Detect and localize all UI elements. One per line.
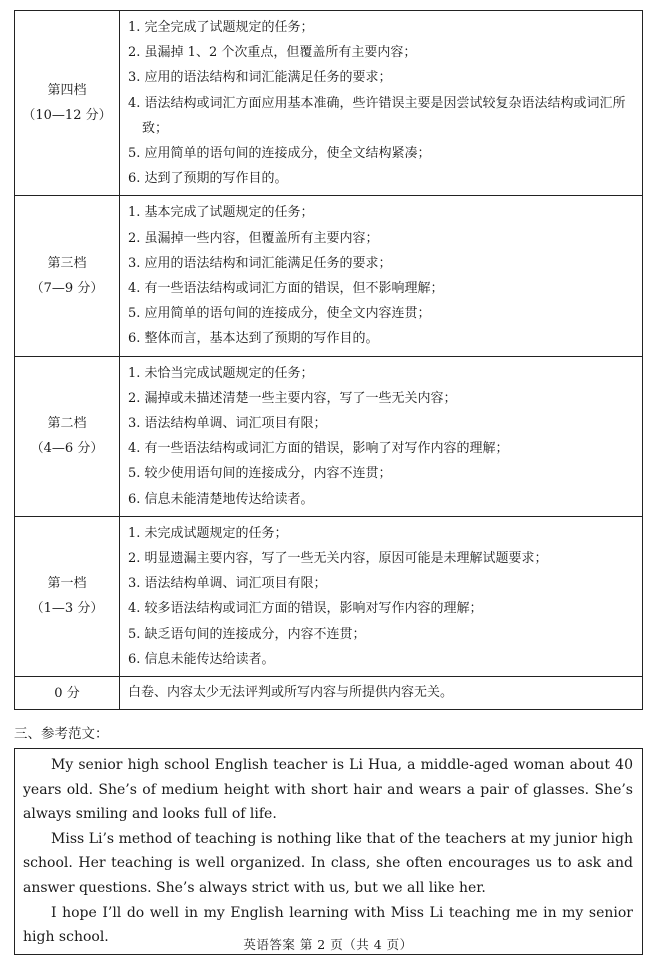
- level-cell: [15, 677, 120, 710]
- section-title: 三、参考范文：: [14, 726, 109, 743]
- scoring-rubric-table: [14, 10, 643, 710]
- page-footer: 英语答案 第 2 页（共 4 页）: [243, 937, 413, 952]
- criterion: 4. 有一些语法结构或词汇方面的错误，影响了对写作内容的理解；: [128, 441, 509, 457]
- criteria-cell: [120, 11, 643, 196]
- criterion: 6. 达到了预期的写作目的。: [128, 171, 288, 187]
- level-cell: [15, 196, 120, 356]
- criterion: 5. 应用简单的语句间的连接成分，使全文结构紧凑；: [128, 146, 431, 162]
- criterion: 2. 虽漏掉一些内容，但覆盖所有主要内容；: [128, 230, 379, 246]
- essay-paragraph: I hope I’ll do well in my English learning with Miss Li teaching me in my senior high school.: [23, 904, 633, 946]
- level-cell: [15, 516, 120, 676]
- criterion: 3. 语法结构单调、词汇项目有限；: [128, 416, 327, 432]
- criteria-cell: [120, 356, 643, 516]
- level-name: 第一档: [47, 576, 87, 592]
- criterion: 1. 基本完成了试题规定的任务；: [128, 205, 314, 221]
- level-range: （7—9 分）: [30, 281, 104, 297]
- rubric-row-level-1: [15, 516, 643, 676]
- criterion: 2. 漏掉或未描述清楚一些主要内容，写了一些无关内容；: [128, 390, 457, 406]
- level-range: （1—3 分）: [30, 601, 104, 617]
- rubric-row-level-3: [15, 196, 643, 356]
- criteria-cell: [120, 196, 643, 356]
- rubric-row-zero: [15, 677, 643, 710]
- criterion: 4. 有一些语法结构或词汇方面的错误，但不影响理解；: [128, 281, 444, 297]
- criterion: 3. 应用的语法结构和词汇能满足任务的要求；: [128, 70, 392, 86]
- level-range: （10—12 分）: [22, 108, 112, 124]
- level-name: 0 分: [54, 685, 80, 701]
- criterion: 1. 完全完成了试题规定的任务；: [128, 20, 314, 35]
- criterion: 4. 较多语法结构或词汇方面的错误，影响对写作内容的理解；: [128, 601, 483, 617]
- criterion: 1. 未恰当完成试题规定的任务；: [128, 365, 314, 381]
- page-content: [14, 10, 643, 955]
- criterion: 3. 应用的语法结构和词汇能满足任务的要求；: [128, 255, 392, 271]
- criterion: 4. 语法结构或词汇方面应用基本准确，些许错误主要是因尝试较复杂语法结构或词汇所致；: [128, 95, 626, 136]
- criterion: 白卷、内容太少无法评判或所写内容与所提供内容无关。: [128, 685, 454, 701]
- essay-paragraph: My senior high school English teacher is Li Hua, a middle-aged woman about 40 years old. She’s of medium height with short hair and wears a pair of glasses. She’s always smiling and looks full of life.: [23, 757, 633, 823]
- rubric-row-level-2: [15, 356, 643, 516]
- criterion: 1. 未完成试题规定的任务；: [128, 525, 288, 541]
- level-cell: [15, 356, 120, 516]
- criterion: 5. 较少使用语句间的连接成分，内容不连贯；: [128, 466, 392, 482]
- criteria-cell: [120, 516, 643, 676]
- model-essay-box: [14, 748, 643, 955]
- criterion: 6. 信息未能清楚地传达给读者。: [128, 491, 314, 507]
- criteria-cell: [120, 677, 643, 710]
- level-name: 第四档: [47, 83, 87, 99]
- level-cell: [15, 11, 120, 196]
- level-range: （4—6 分）: [30, 441, 104, 457]
- level-name: 第二档: [47, 416, 87, 432]
- criterion: 2. 虽漏掉 1、2 个次重点，但覆盖所有主要内容；: [128, 45, 417, 61]
- level-name: 第三档: [47, 256, 87, 272]
- criterion: 2. 明显遗漏主要内容，写了一些无关内容，原因可能是未理解试题要求；: [128, 551, 548, 567]
- essay-paragraph: Miss Li’s method of teaching is nothing like that of the teachers at my junior high school. Her teaching is well organized. In class, she often encourages us to ask and answer questions. She’s always strict with us, but we all like her.: [23, 830, 633, 897]
- rubric-row-level-4: [15, 11, 643, 196]
- criterion: 5. 应用简单的语句间的连接成分，使全文内容连贯；: [128, 306, 431, 322]
- criterion: 6. 信息未能传达给读者。: [128, 651, 275, 667]
- criterion: 3. 语法结构单调、词汇项目有限；: [128, 576, 327, 592]
- criterion: 5. 缺乏语句间的连接成分，内容不连贯；: [128, 626, 366, 642]
- criterion: 6. 整体而言，基本达到了预期的写作目的。: [128, 331, 379, 347]
